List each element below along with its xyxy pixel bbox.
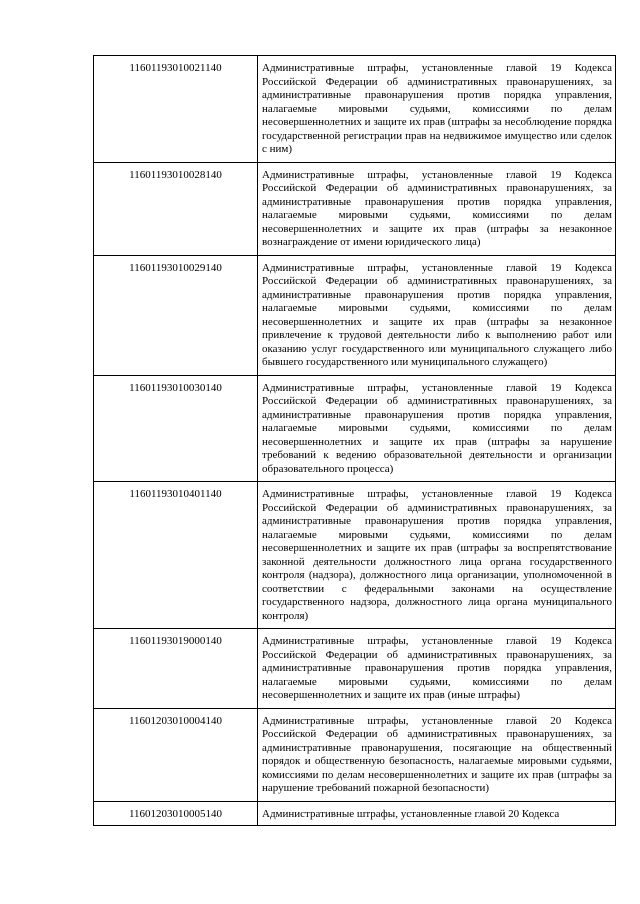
description-cell: Административные штрафы, установленные главой 20 Кодекса Российской Федерации об административных правонарушениях, за административные правонарушения, посягающие на общественный порядок и общественную безопасность, налагаемые мировыми судьями, комиссиями по делам несовершеннолетних и защите их прав (штрафы за нарушение требований пожарной безопасности) <box>258 708 616 801</box>
code-cell: 11601203010005140 <box>94 801 258 826</box>
code-cell: 11601193019000140 <box>94 629 258 709</box>
table-row <box>94 375 616 482</box>
description-cell: Административные штрафы, установленные главой 19 Кодекса Российской Федерации об административных правонарушениях, за административные правонарушения против порядка управления, налагаемые мировыми судьями, комиссиями по делам несовершеннолетних и защите их прав (штрафы за нарушение требований к ведению образовательной деятельности и организации образовательного процесса) <box>258 375 616 482</box>
table-row <box>94 162 616 255</box>
code-cell: 11601203010004140 <box>94 708 258 801</box>
description-cell: Административные штрафы, установленные главой 19 Кодекса Российской Федерации об административных правонарушениях, за административные правонарушения против порядка управления, налагаемые мировыми судьями, комиссиями по делам несовершеннолетних и защите их прав (иные штрафы) <box>258 629 616 709</box>
table-row <box>94 708 616 801</box>
table-row-continued <box>94 801 616 826</box>
description-cell: Административные штрафы, установленные главой 20 Кодекса <box>258 801 616 826</box>
code-cell: 11601193010028140 <box>94 162 258 255</box>
description-cell: Административные штрафы, установленные главой 19 Кодекса Российской Федерации об административных правонарушениях, за административные правонарушения против порядка управления, налагаемые мировыми судьями, комиссиями по делам несовершеннолетних и защите их прав (штрафы за незаконное вознаграждение от имени юридического лица) <box>258 162 616 255</box>
description-cell: Административные штрафы, установленные главой 19 Кодекса Российской Федерации об административных правонарушениях, за административные правонарушения против порядка управления, налагаемые мировыми судьями, комиссиями по делам несовершеннолетних и защите их прав (штрафы за воспрепятствование законной деятельности должностного лица органа государственного контроля (надзора), должностного лица организации, уполномоченной в соответствии с федеральными законами на осуществление государственного надзора, должностного лица органа муниципального контроля) <box>258 482 616 629</box>
table-row <box>94 255 616 375</box>
code-cell: 11601193010030140 <box>94 375 258 482</box>
table-row <box>94 56 616 163</box>
code-cell: 11601193010021140 <box>94 56 258 163</box>
code-cell: 11601193010029140 <box>94 255 258 375</box>
table-row <box>94 629 616 709</box>
table-row <box>94 482 616 629</box>
table-body <box>94 56 616 826</box>
description-cell: Административные штрафы, установленные главой 19 Кодекса Российской Федерации об административных правонарушениях, за административные правонарушения против порядка управления, налагаемые мировыми судьями, комиссиями по делам несовершеннолетних и защите их прав (штрафы за несоблюдение порядка государственной регистрации прав на недвижимое имущество или сделок с ним) <box>258 56 616 163</box>
code-cell: 11601193010401140 <box>94 482 258 629</box>
budget-codes-table <box>93 55 616 826</box>
description-cell: Административные штрафы, установленные главой 19 Кодекса Российской Федерации об административных правонарушениях, за административные правонарушения против порядка управления, налагаемые мировыми судьями, комиссиями по делам несовершеннолетних и защите их прав (штрафы за незаконное привлечение к трудовой деятельности либо к выполнению работ или оказанию услуг государственного или муниципального служащего либо бывшего государственного или муниципального служащего) <box>258 255 616 375</box>
